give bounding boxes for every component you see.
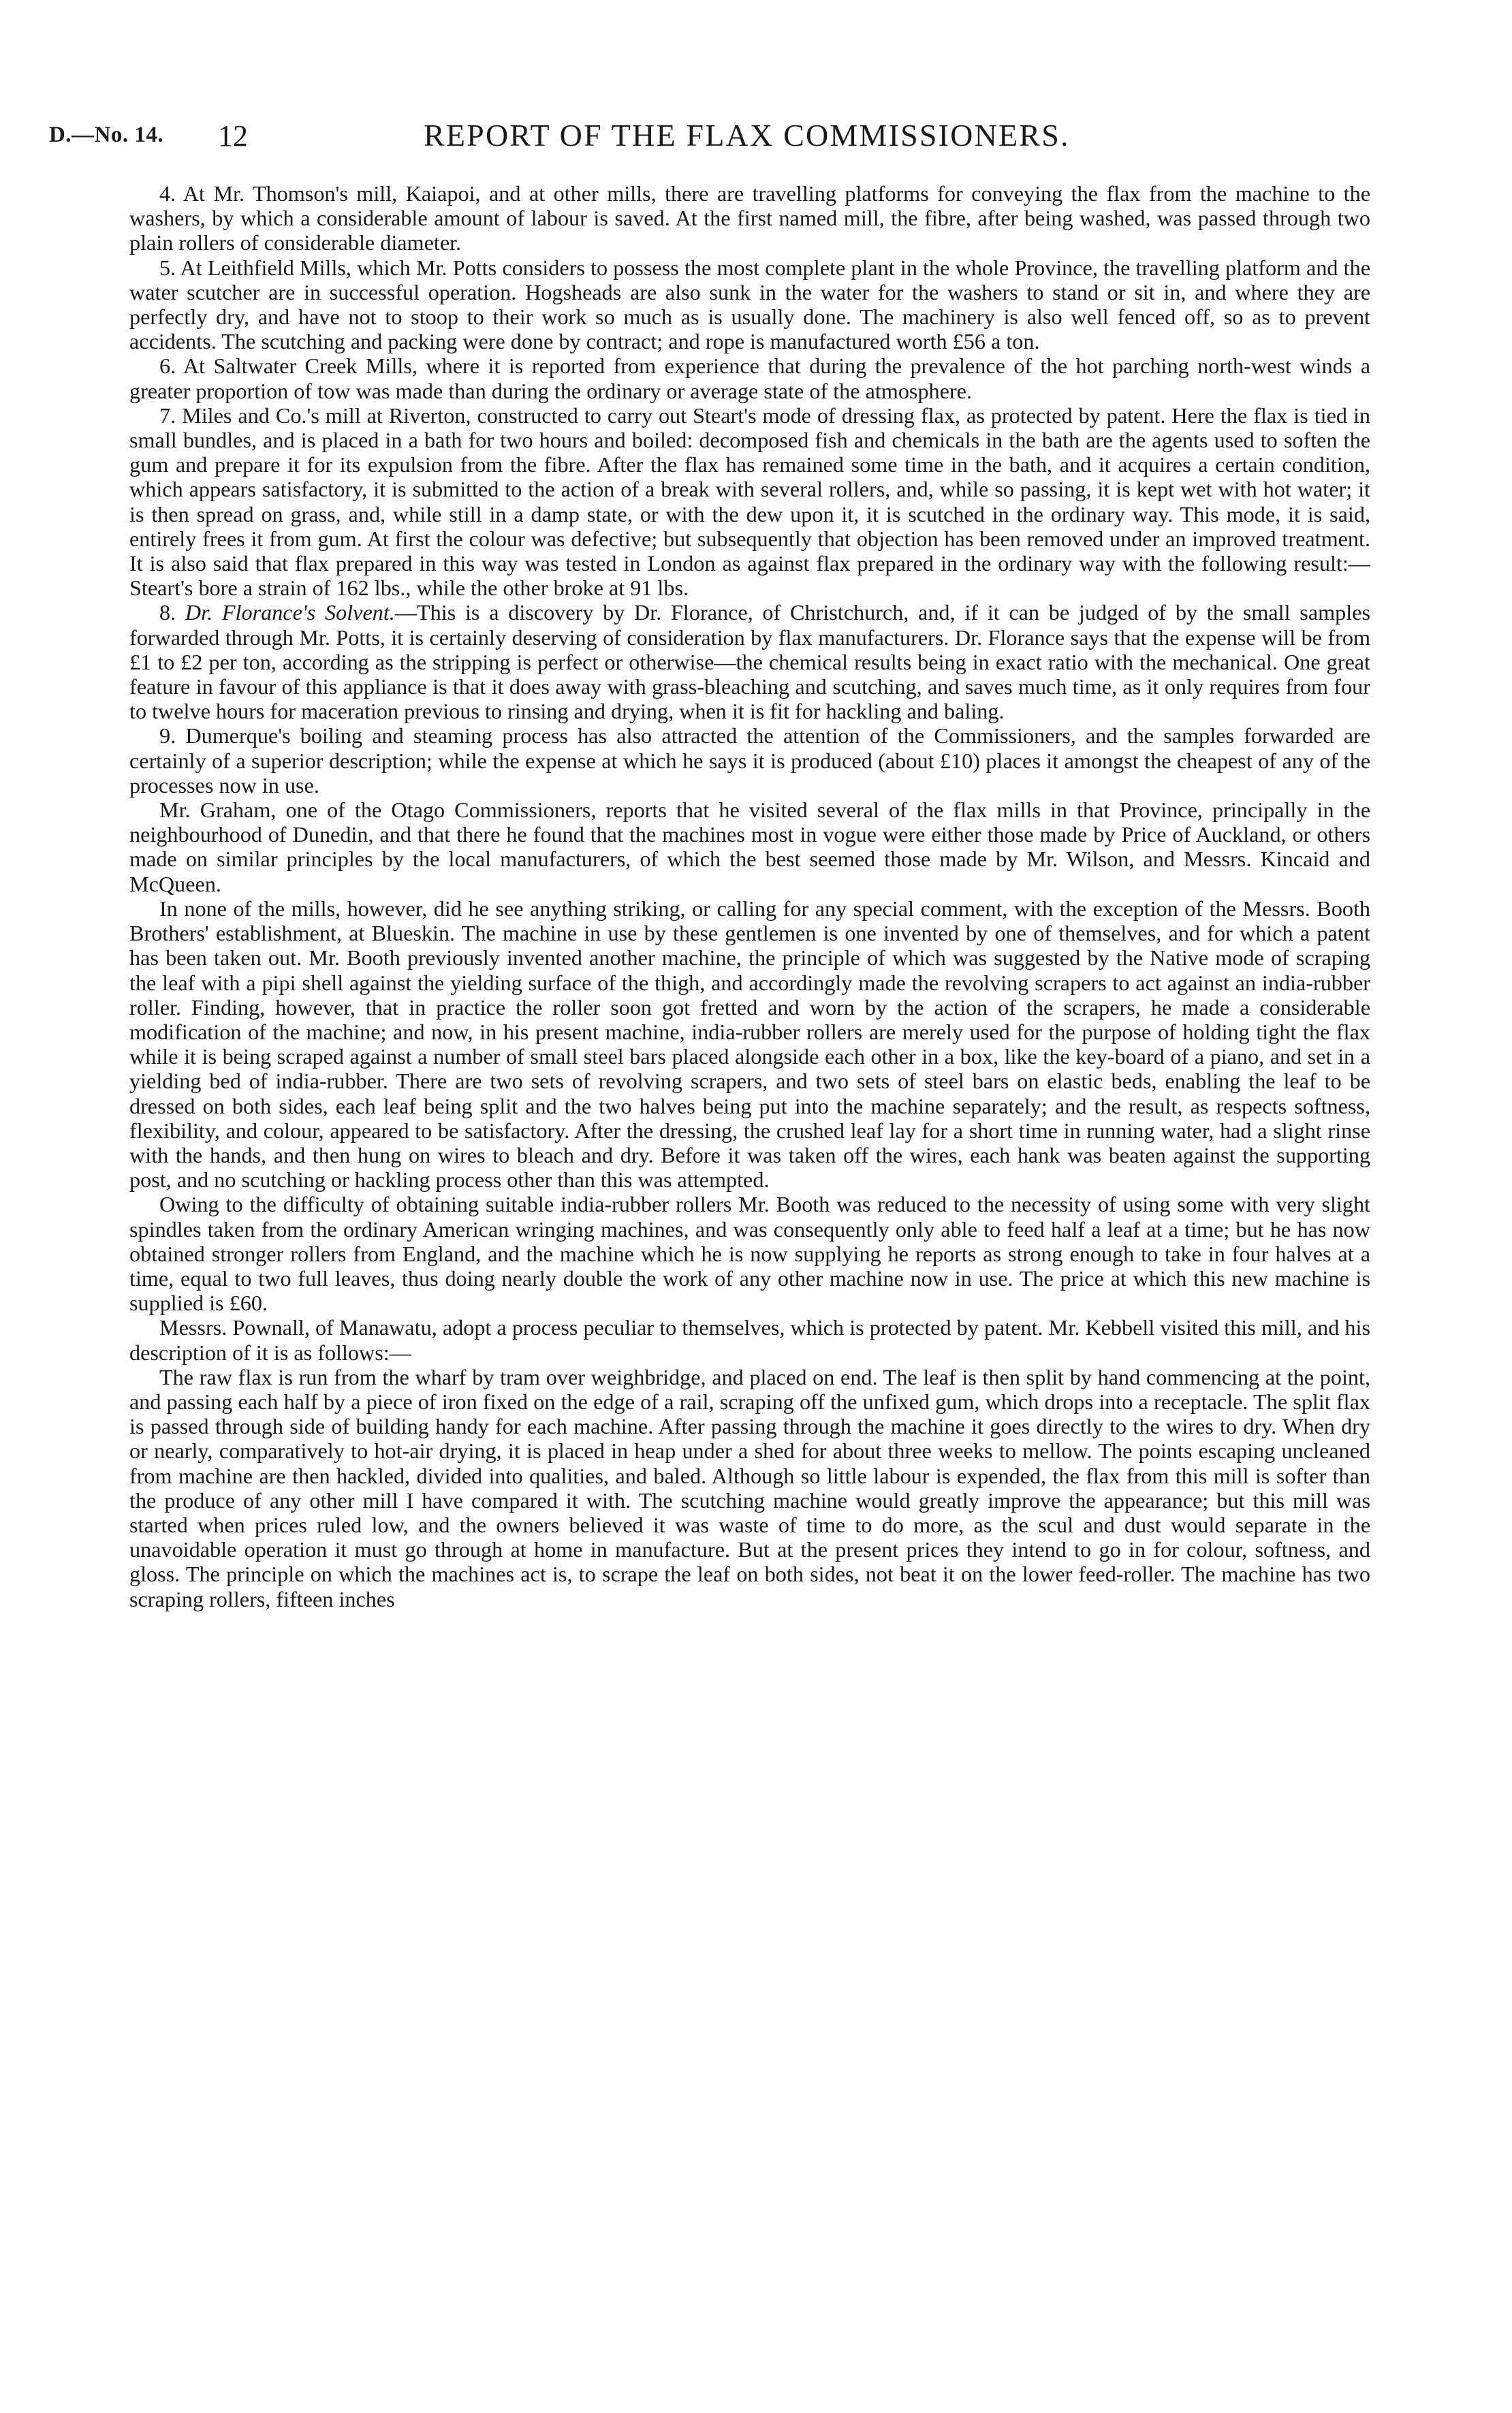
paragraph-lead: 8. (159, 600, 185, 625)
page-header (49, 117, 1295, 158)
paragraph-5 (129, 255, 1370, 354)
page-number: 12 (218, 119, 248, 153)
paragraph-text: —This is a discovery by Dr. Florance, of Christchurch, and, if it can be judged of by the small samples forwarded through Mr. Potts, it is certainly deserving of consideration by flax manufacturers. Dr. Florance says that the expense will be from £1 to £2 per ton, according as the stripping is perfect or otherwise—the chemical results being in exact ratio with the mechanical. One great feature in favour of this appliance is that it does away with grass-bleaching and scutching, and saves much time, as it only requires from four to twelve hours for maceration previous to rinsing and drying, when it is fit for hackling and baling. (129, 600, 1371, 724)
paragraph-9 (129, 723, 1370, 798)
paragraph-raw-flax (129, 1365, 1370, 1611)
paragraph-text: 6. At Saltwater Creek Mills, where it is reported from experience that during the prevalence of the hot parching north-west winds a greater proportion of tow was made than during the ordinary or average state of the atmosphere. (129, 353, 1370, 403)
paragraph-pownall (129, 1315, 1370, 1364)
paragraph-text: In none of the mills, however, did he see anything striking, or calling for any special comment, with the exception of the Messrs. Booth Brothers' establishment, at Blueskin. The machine in use by these gentlemen is one invented by one of themselves, and for which a patent has been taken out. Mr. Booth previously invented another machine, the principle of which was suggested by the Native mode of scraping the leaf with a pipi shell against the yielding surface of the thigh, and accordingly made the revolving scrapers to act against an india-rubber roller. Finding, however, that in practice the roller soon got fretted and worn by the action of the scrapers, he made a considerable modification of the machine; and now, in his present machine, india-rubber rollers are merely used for the purpose of holding tight the flax while it is being scraped against a number of small steel bars placed alongside each other in a box, like the key-board of a piano, and set in a yielding bed of india-rubber. There are two sets of revolving scrapers, and two sets of steel bars on elastic beds, enabling the leaf to be dressed on both sides, each leaf being split and the two halves being put into the machine separately; and the result, as respects softness, flexibility, and colour, appeared to be satisfactory. After the dressing, the crushed leaf lay for a short time in running water, had a slight rinse with the hands, and then hung on wires to bleach and dry. Before it was taken off the wires, each hank was beaten against the supporting post, and no scutching or hackling process other than this was attempted. (129, 896, 1370, 1193)
paragraph-text: 7. Miles and Co.'s mill at Riverton, constructed to carry out Steart's mode of dressing flax, as protected by patent. Here the flax is tied in small bundles, and is placed in a bath for two hours and boiled: decomposed fish and chemicals in the bath are the agents used to soften the gum and prepare it for its expulsion from the fibre. After the flax has remained some time in the bath, and it acquires a certain condition, which appears satisfactory, it is submitted to the action of a break with several rollers, and, while so passing, it is kept wet with hot water; it is then spread on grass, and, while still in a damp state, or with the dew upon it, it is scutched in the ordinary way. This mode, it is said, entirely frees it from gum. At first the colour was defective; but subsequently that objection has been removed under an improved treatment. It is also said that flax prepared in this way was tested in London as against flax prepared in the ordinary way with the following result:—Steart's bore a strain of 162 lbs., while the other broke at 91 lbs. (129, 403, 1370, 601)
body-text (129, 181, 1370, 1611)
paragraph-title: Dr. Florance's Solvent. (185, 600, 395, 625)
document-reference: D.—No. 14. (49, 123, 164, 147)
paragraph-text: Mr. Graham, one of the Otago Commissioners, reports that he visited several of the flax mills in that Province, principally in the neighbourhood of Dunedin, and that there he found that the machines most in vogue were either those made by Price of Auckland, or others made on similar principles by the local manufacturers, of which the best seemed those made by Mr. Wilson, and Messrs. Kincaid and McQueen. (129, 798, 1370, 896)
paragraph-7 (129, 403, 1370, 601)
paragraph-text: Messrs. Pownall, of Manawatu, adopt a process peculiar to themselves, which is protected by patent. Mr. Kebbell visited this mill, and his description of it is as follows:— (129, 1315, 1370, 1365)
paragraph-graham (129, 798, 1370, 896)
paragraph-text: 5. At Leithfield Mills, which Mr. Potts considers to possess the most complete plant in the whole Province, the travelling platform and the water scutcher are in successful operation. Hogsheads are also sunk in the water for the washers to stand or sit in, and where they are perfectly dry, and have not to stoop to their work so much as is usually done. The machinery is also well fenced off, so as to prevent accidents. The scutching and packing were done by contract; and rope is manufactured worth £56 a ton. (129, 255, 1370, 354)
paragraph-text: Owing to the difficulty of obtaining suitable india-rubber rollers Mr. Booth was reduced to the necessity of using some with very slight spindles taken from the ordinary American wringing machines, and was consequently only able to feed half a leaf at a time; but he has now obtained stronger rollers from England, and the machine which he is now supplying he reports as strong enough to take in four halves at a time, equal to two full leaves, thus doing nearly double the work of any other machine now in use. The price at which this new machine is supplied is £60. (129, 1192, 1370, 1316)
paragraph-text: 4. At Mr. Thomson's mill, Kaiapoi, and at other mills, there are travelling platforms for conveying the flax from the machine to the washers, by which a considerable amount of labour is saved. At the first named mill, the fibre, after being washed, was passed through two plain rollers of considerable diameter. (129, 181, 1370, 255)
paragraph-8 (129, 600, 1370, 723)
running-title: REPORT OF THE FLAX COMMISSIONERS. (424, 118, 1070, 153)
paragraph-6 (129, 353, 1370, 403)
paragraph-4 (129, 181, 1370, 255)
paragraph-rollers (129, 1192, 1370, 1315)
paragraph-booth (129, 896, 1370, 1192)
paragraph-text: The raw flax is run from the wharf by tram over weighbridge, and placed on end. The leaf is then split by hand commencing at the point, and passing each half by a piece of iron fixed on the edge of a rail, scraping off the unfixed gum, which drops into a receptacle. The split flax is passed through side of building handy for each machine. After passing through the machine it goes directly to the wires to dry. When dry or nearly, comparatively to hot-air drying, it is placed in heap under a shed for about three weeks to mellow. The points escaping uncleaned from machine are then hackled, divided into qualities, and baled. Although so little labour is expended, the flax from this mill is softer than the produce of any other mill I have compared it with. The scutching machine would greatly improve the appearance; but this mill was started when prices ruled low, and the owners believed it was waste of time to do more, as the scul and dust would separate in the unavoidable operation it must go through at home in manufacture. But at the present prices they intend to go in for colour, softness, and gloss. The principle on which the machines act is, to scrape the leaf on both sides, not beat it on the lower feed-roller. The machine has two scraping rollers, fifteen inches (129, 1364, 1370, 1611)
paragraph-text: 9. Dumerque's boiling and steaming process has also attracted the attention of the Commissioners, and the samples forwarded are certainly of a superior description; while the expense at which he says it is produced (about £10) places it amongst the cheapest of any of the processes now in use. (129, 723, 1370, 798)
